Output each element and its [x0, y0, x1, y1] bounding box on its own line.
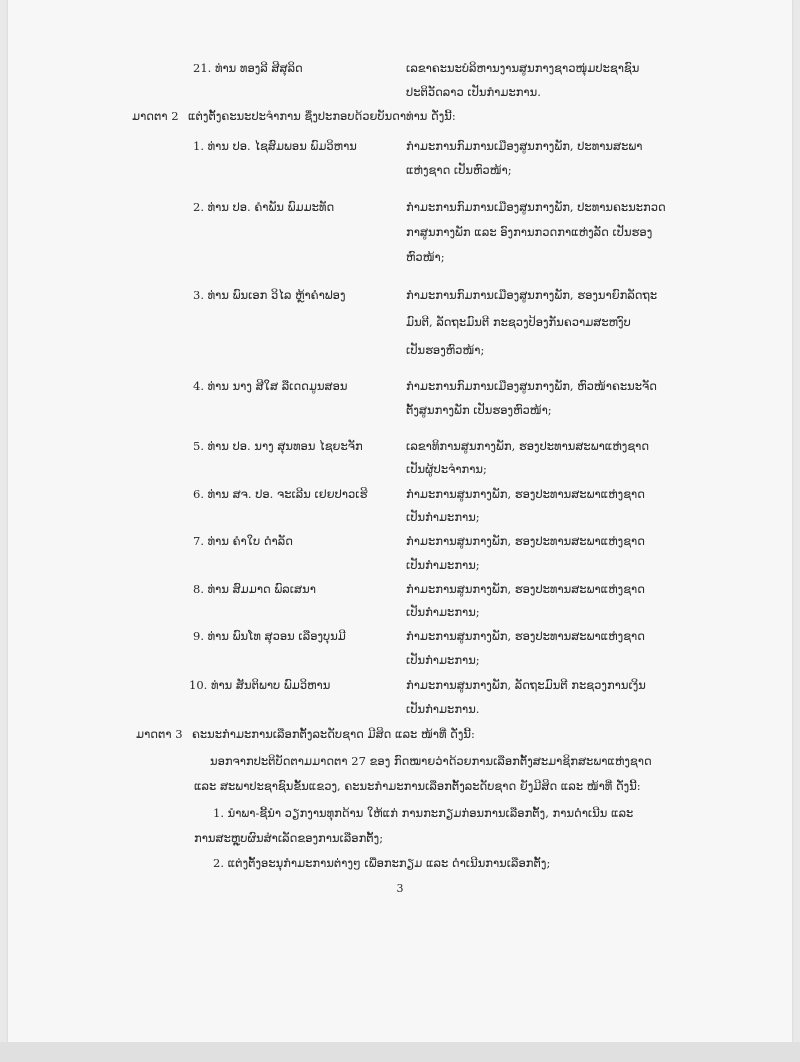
member-5-role: ເປັນຜູ້ປະຈຳການ; [406, 462, 487, 476]
viewer-bottom-edge [0, 1042, 800, 1062]
member-4-role: ຕັ້ງສູນກາງພັກ ເປັນຮອງຫົວໜ້າ; [406, 403, 552, 417]
item-21-name: 21. ທ່ານ ທອງລີ ສີສຸລິດ [193, 61, 303, 75]
member-8-name: 8. ທ່ານ ສົມມາດ ພົລເສນາ [193, 582, 316, 596]
member-10-name: 10. ທ່ານ ສັນຕິພາບ ພົມວິຫານ [189, 678, 331, 692]
member-2-name: 2. ທ່ານ ປອ. ຄຳພັນ ພົມມະທັດ [193, 200, 335, 214]
member-1-name: 1. ທ່ານ ປອ. ໄຊສົມພອນ ພົມວິຫານ [193, 139, 357, 153]
member-8-role: ເປັນກຳມະການ; [406, 605, 480, 619]
member-2-role: ຫົວໜ້າ; [406, 250, 445, 264]
member-5-name: 5. ທ່ານ ປອ. ນາງ ສຸນທອນ ໄຊຍະຈັກ [193, 439, 363, 453]
article-3-item-2: 2. ແຕ່ງຕັ້ງອະນຸກຳມະການຕ່າງໆ ເພື່ອກະກຽມ ແລະ ດຳເນີນການເລືອກຕັ້ງ; [213, 856, 551, 870]
member-3-name: 3. ທ່ານ ພົນເອກ ວິໄລ ຫຼ້າຄຳຟອງ [193, 288, 346, 302]
member-6-role: ກຳມະການສູນກາງພັກ, ຮອງປະທານສະພາແຫ່ງຊາດ [406, 487, 645, 501]
article-2-text: ແຕ່ງຕັ້ງຄະນະປະຈຳການ ຊຶ່ງປະກອບດ້ວຍບັນດາທ່ານ ດັ່ງນີ້: [188, 109, 456, 123]
member-5-role: ເລຂາທິການສູນກາງພັກ, ຮອງປະທານສະພາແຫ່ງຊາດ [406, 439, 650, 453]
member-2-role: ກຳມະການກົມການເມືອງສູນກາງພັກ, ປະທານຄະນະກວດ [406, 200, 666, 214]
member-2-role: ກາສູນກາງພັກ ແລະ ອົງການກວດກາແຫ່ງລັດ ເປັນຮອງ [406, 225, 653, 239]
member-7-role: ກຳມະການສູນກາງພັກ, ຮອງປະທານສະພາແຫ່ງຊາດ [406, 534, 645, 548]
article-2-heading: ມາດຕາ 2 [132, 109, 179, 123]
member-6-name: 6. ທ່ານ ສຈ. ປອ. ຈະເລີນ ເຢຍປາວເຮີ [193, 487, 368, 501]
member-3-role: ມົນຕີ, ລັດຖະມົນຕີ ກະຊວງປ້ອງກັນຄວາມສະຫງົບ [406, 315, 631, 329]
member-8-role: ກຳມະການສູນກາງພັກ, ຮອງປະທານສະພາແຫ່ງຊາດ [406, 582, 645, 596]
item-21-role-line1: ເລຂາຄະນະບໍລິຫານງານສູນກາງຊາວໜຸ່ມປະຊາຊົນ [406, 61, 640, 75]
article-3-item-1: 1. ນຳພາ-ຊີ້ນຳ ວຽກງານທຸກດ້ານ ໃຫ້ແກ່ ການກະກຽມກ່ອນການເລືອກຕັ້ງ, ການດຳເນີນ ແລະ [213, 806, 634, 820]
document-page [8, 0, 792, 1042]
article-3-para-line1: ນອກຈາກປະຕິບັດຕາມມາດຕາ 27 ຂອງ ກົດໝາຍວ່າດ້ວຍການເລືອກຕັ້ງສະມາຊິກສະພາແຫ່ງຊາດ [210, 754, 652, 768]
member-4-name: 4. ທ່ານ ນາງ ສີໃສ ລືເດດມູນສອນ [193, 379, 348, 393]
member-7-role: ເປັນກຳມະການ; [406, 558, 480, 572]
page-number: 3 [396, 882, 404, 895]
member-1-role: ກຳມະການກົມການເມືອງສູນກາງພັກ, ປະທານສະພາ [406, 139, 643, 153]
article-3-para-line2: ແລະ ສະພາປະຊາຊົນຂັ້ນແຂວງ, ຄະນະກຳມະການເລືອກຕັ້ງລະດັບຊາດ ຍັງມີສິດ ແລະ ໜ້າທີ່ ດັ່ງນີ້: [194, 779, 641, 793]
member-10-role: ກຳມະການສູນກາງພັກ, ລັດຖະມົນຕີ ກະຊວງການເງິນ [406, 678, 646, 692]
member-9-role: ກຳມະການສູນກາງພັກ, ຮອງປະທານສະພາແຫ່ງຊາດ [406, 629, 645, 643]
article-3-text: ຄະນະກຳມະການເລືອກຕັ້ງລະດັບຊາດ ມີສິດ ແລະ ໜ້າທີ່ ດັ່ງນີ້: [192, 727, 475, 741]
article-3-heading: ມາດຕາ 3 [136, 727, 183, 741]
article-3-item-1-cont: ການສະຫຼຸບຜົນສຳເລັດຂອງການເລືອກຕັ້ງ; [194, 831, 384, 845]
member-3-role: ເປັນຮອງຫົວໜ້າ; [406, 343, 485, 357]
member-6-role: ເປັນກຳມະການ; [406, 510, 480, 524]
item-21-role-line2: ປະຕິວັດລາວ ເປັນກຳມະການ. [406, 85, 541, 99]
member-7-name: 7. ທ່ານ ຄຳໃບ ດຳລັດ [193, 534, 293, 548]
member-1-role: ແຫ່ງຊາດ ເປັນຫົວໜ້າ; [406, 163, 512, 177]
member-4-role: ກຳມະການກົມການເມືອງສູນກາງພັກ, ຫົວໜ້າຄະນະຈັດ [406, 379, 657, 393]
member-9-name: 9. ທ່ານ ພົນໂທ ສຸວອນ ເລືອງບຸນມີ [193, 629, 346, 643]
member-3-role: ກຳມະການກົມການເມືອງສູນກາງພັກ, ຮອງນາຍົກລັດຖະ [406, 288, 658, 302]
member-10-role: ເປັນກຳມະການ. [406, 702, 480, 716]
member-9-role: ເປັນກຳມະການ; [406, 653, 480, 667]
